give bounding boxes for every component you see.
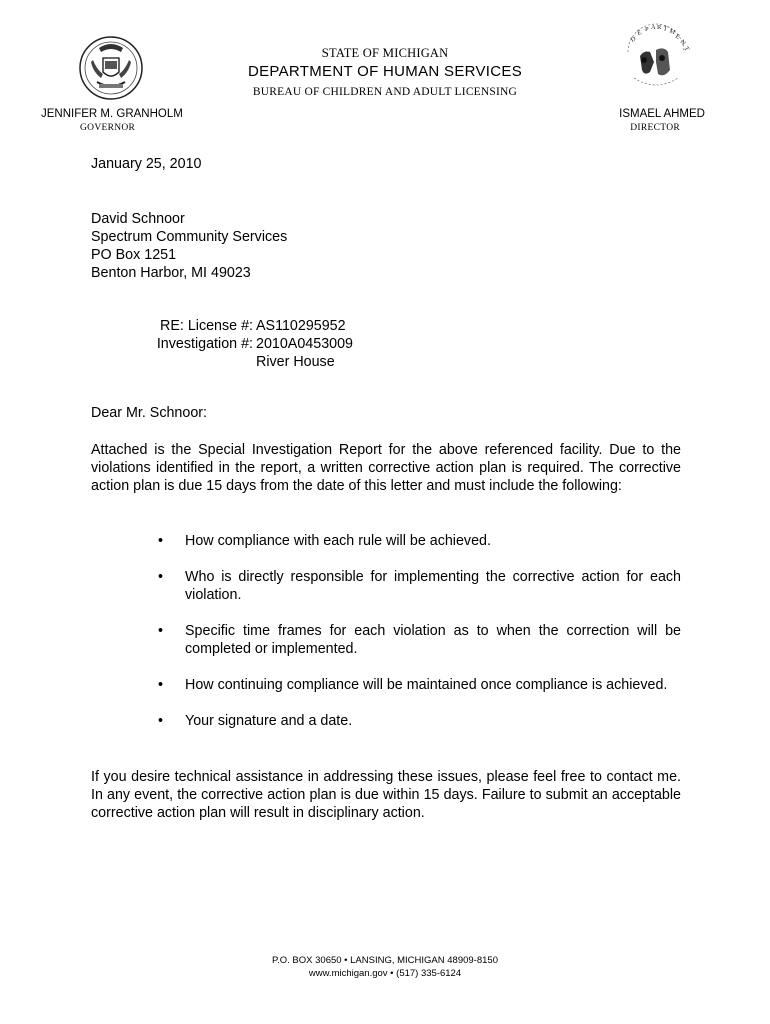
list-item-text: How continuing compliance will be maintained once compliance is achieved. — [185, 677, 668, 693]
list-item — [158, 532, 681, 550]
bullet-icon: • — [158, 623, 164, 639]
body-paragraph-1: Attached is the Special Investigation Report for the above referenced facility. Due to the violations identified in the report, a written corrective action plan is required. The corrective action plan is due 15 days from the date of this letter and must include the following: — [91, 442, 681, 494]
svg-text:D: D — [629, 35, 638, 44]
svg-text:A: A — [651, 24, 656, 31]
reference-labels — [140, 317, 253, 353]
list-item — [158, 676, 681, 694]
body-paragraph-2: If you desire technical assistance in addressing these issues, please feel free to contact me. In any event, the corrective action plan is due within 15 days. Failure to submit an acceptable corrective action plan will result in disciplinary action. — [91, 769, 681, 821]
requirements-list — [158, 532, 681, 748]
governor-title: GOVERNOR — [80, 123, 136, 133]
svg-text:P: P — [645, 26, 649, 33]
svg-text:M: M — [668, 27, 677, 37]
list-item-text: Specific time frames for each violation as to when the correction will be completed or implemented. — [185, 623, 681, 657]
state-seal-icon — [77, 34, 145, 102]
bullet-icon: • — [158, 533, 164, 549]
recipient-organization: Spectrum Community Services — [91, 229, 288, 245]
salutation: Dear Mr. Schnoor: — [91, 405, 208, 421]
svg-text:T: T — [662, 25, 668, 33]
footer-contact: www.michigan.gov • (517) 335-6124 — [308, 968, 462, 979]
license-number: AS110295952 — [256, 318, 346, 334]
director-name: ISMAEL AHMED — [619, 108, 705, 120]
svg-text:T: T — [682, 45, 691, 53]
list-item-text: How compliance with each rule will be achieved. — [185, 533, 491, 549]
reference-values — [256, 317, 353, 371]
recipient-city-state-zip: Benton Harbor, MI 49023 — [91, 265, 251, 281]
recipient-po-box: PO Box 1251 — [91, 247, 177, 263]
list-item — [158, 568, 681, 604]
recipient-address — [91, 210, 287, 282]
license-label: RE: License #: — [160, 318, 253, 334]
department-seal-icon — [620, 22, 692, 102]
facility-name: River House — [256, 354, 335, 370]
list-item — [158, 712, 681, 730]
list-item-text: Who is directly responsible for implementing the corrective action for each violation. — [185, 569, 681, 603]
recipient-name: David Schnoor — [91, 211, 185, 227]
svg-text:N: N — [678, 38, 687, 47]
list-item — [158, 622, 681, 658]
investigation-label: Investigation #: — [156, 336, 253, 352]
governor-name: JENNIFER M. GRANHOLM — [41, 108, 183, 120]
svg-text:E: E — [636, 29, 643, 37]
bullet-icon: • — [158, 569, 164, 585]
bullet-icon: • — [158, 713, 164, 729]
state-name: STATE OF MICHIGAN — [321, 45, 449, 60]
list-item-text: Your signature and a date. — [185, 713, 353, 729]
director-title: DIRECTOR — [630, 123, 680, 133]
footer-address: P.O. BOX 30650 • LANSING, MICHIGAN 48909-8150 — [272, 955, 498, 966]
letter-date: January 25, 2010 — [91, 156, 202, 172]
svg-text:E: E — [673, 32, 682, 41]
investigation-number: 2010A0453009 — [256, 336, 353, 352]
bullet-icon: • — [158, 677, 164, 693]
bureau-name: BUREAU OF CHILDREN AND ADULT LICENSING — [252, 86, 518, 98]
svg-text:R: R — [657, 24, 662, 31]
department-name: DEPARTMENT OF HUMAN SERVICES — [248, 63, 522, 80]
